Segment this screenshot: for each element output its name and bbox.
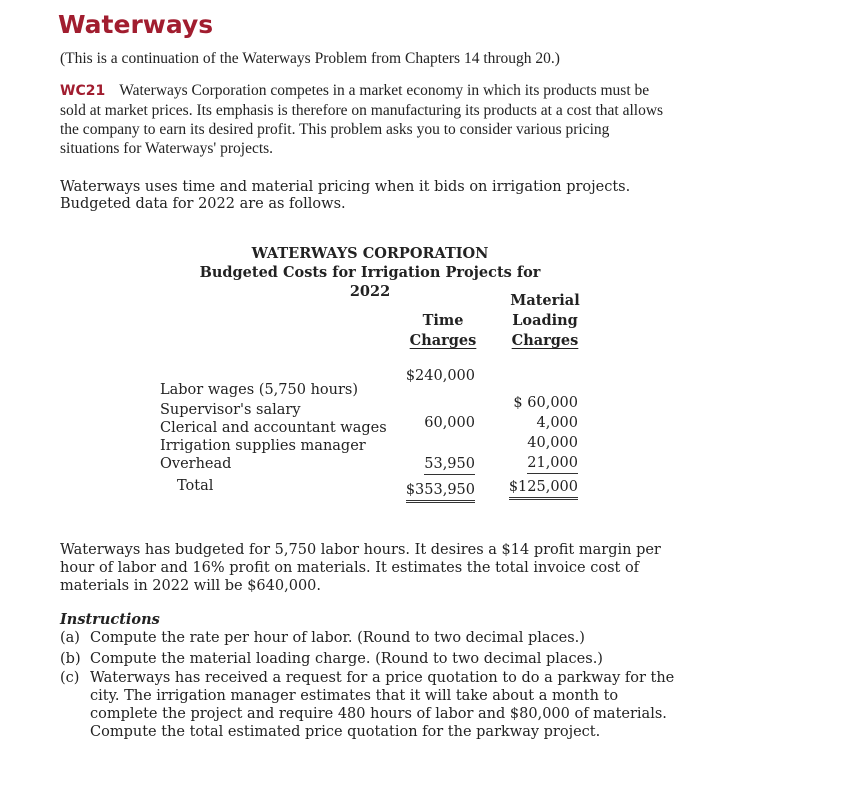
column-header-material-loading xyxy=(507,291,583,351)
instruction-text: Waterways has received a request for a price quotation to do a parkway for the city. The irrigation manager estimates that it will take about a month to complete the project and require 480 hours of labor and $80,000 of materials. Compute the total estimated price quotation for the parkway project. xyxy=(90,670,675,740)
column-header-line: Charges xyxy=(511,332,579,349)
instruction-item xyxy=(60,669,682,741)
time-charge-value: 60,000 xyxy=(424,415,475,431)
material-charge-value: 21,000 xyxy=(527,454,578,474)
row-label: Supervisor's salary xyxy=(160,402,301,418)
instruction-label: (b) xyxy=(60,651,81,667)
row-label-total: Total xyxy=(177,478,214,494)
problem-label: WC21 xyxy=(60,83,106,99)
column-header-line: Loading xyxy=(512,312,578,329)
instruction-item xyxy=(60,629,682,647)
column-header-time-charges xyxy=(405,311,481,351)
material-charge-value: 4,000 xyxy=(536,415,578,431)
instruction-label: (a) xyxy=(60,630,80,646)
time-charge-value: $240,000 xyxy=(405,368,475,384)
column-header-line: Material xyxy=(510,292,580,309)
row-label: Overhead xyxy=(160,456,232,472)
row-label: Irrigation supplies manager xyxy=(160,438,366,454)
time-charge-value: 53,950 xyxy=(424,455,475,475)
pricing-description: Waterways uses time and material pricing when it bids on irrigation projects. Budgeted data for 2022 are as follows. xyxy=(60,179,631,212)
instruction-label: (c) xyxy=(60,670,80,686)
material-charge-total: $125,000 xyxy=(509,478,578,500)
row-label: Clerical and accountant wages xyxy=(160,420,387,436)
column-header-line: Time xyxy=(422,312,464,329)
material-charge-value: 40,000 xyxy=(527,435,578,451)
problem-text: Waterways Corporation competes in a market economy in which its products must be sold at market prices. Its emphasis is therefore on manufacturing its products at a cost that allows the company to earn its desired profit. This problem asks you to consider various pricing situations for Waterways' projects. xyxy=(60,82,664,157)
budget-text: Waterways has budgeted for 5,750 labor hours. It desires a $14 profit margin per hour of labor and 16% profit on materials. It estimates the total invoice cost of materials in 2022 will be $640,000. xyxy=(60,542,661,594)
intro-text: (This is a continuation of the Waterways Problem from Chapters 14 through 20.) xyxy=(60,50,560,67)
material-charge-value: $ 60,000 xyxy=(513,395,578,411)
page-title: Waterways xyxy=(58,10,214,39)
instruction-item xyxy=(60,650,682,668)
instructions-heading: Instructions xyxy=(60,611,160,628)
table-company-name: WATERWAYS CORPORATION xyxy=(251,245,489,262)
instruction-text: Compute the rate per hour of labor. (Round to two decimal places.) xyxy=(90,630,585,646)
instruction-text: Compute the material loading charge. (Round to two decimal places.) xyxy=(90,651,603,667)
row-label: Labor wages (5,750 hours) xyxy=(160,382,359,398)
problem-statement xyxy=(60,81,670,158)
table-subtitle: Budgeted Costs for Irrigation Projects for 2022 xyxy=(199,264,541,300)
column-header-line: Charges xyxy=(409,332,477,349)
time-charge-total: $353,950 xyxy=(406,481,475,503)
